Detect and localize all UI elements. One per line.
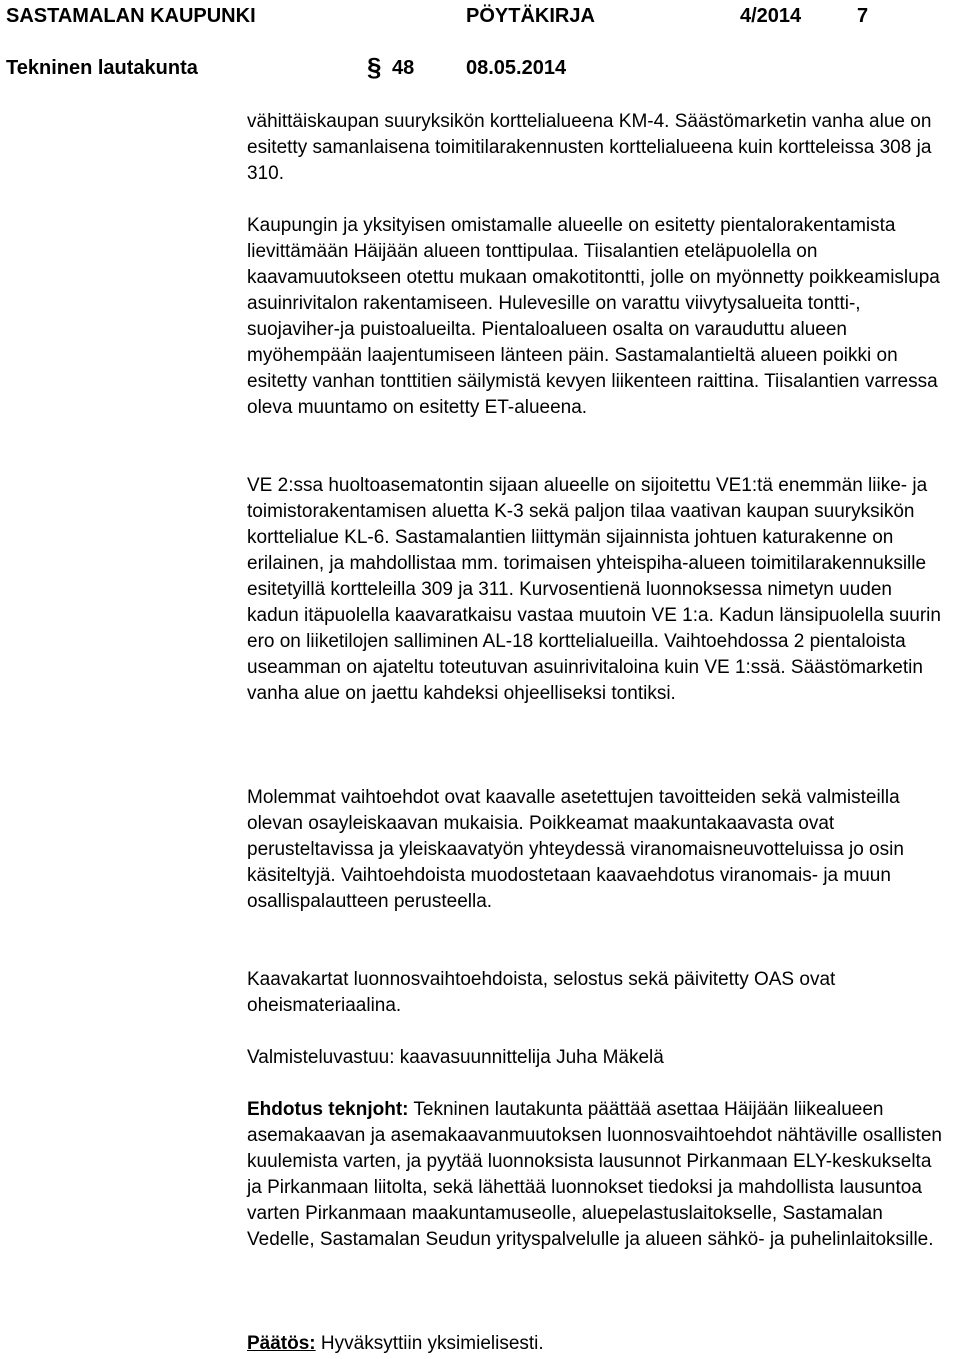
decision-label: Päätös: — [247, 1333, 316, 1354]
section-symbol: § — [367, 52, 382, 82]
meeting-date: 08.05.2014 — [466, 57, 567, 79]
paragraph-2: Kaupungin ja yksityisen omistamalle alueelle on esitetty pientalorakentamista lievittämään Häijään alueen tonttipulaa. Tiisalantien eteläpuolella on kaavamuutokseen otettu mukaan omakotitontti, jolle on myönnetty poikkeamislupa asuinrivitalon rakentamiseen. Hulevesille on varattu viivytysalueita tontti-, suojaviher-ja puistoalueilta. Pientaloalueen osalta on varauduttu alueen myöhempään laajentumiseen länteen päin. Sastamalantieltä alueen poikki on esitetty vanhan tonttitien säilymistä kevyen liikenteen raittina. Tiisalantien varressa oleva muuntamo on esitetty ET-alueena. — [247, 215, 940, 418]
decision-text: Hyväksyttiin yksimielisesti. — [315, 1333, 544, 1354]
section-number: 48 — [392, 57, 415, 79]
board-name: Tekninen lautakunta — [6, 57, 198, 79]
paragraph-4: Molemmat vaihtoehdot ovat kaavalle asetettujen tavoitteiden sekä valmisteilla olevan osayleiskaavan mukaisia. Poikkeamat maakuntakaavasta ovat perusteltavissa ja yleiskaavatyön yhteydessä viranomaisneuvotteluissa jo osin käsiteltyjä. Vaihtoehdoista muodostetaan kaavaehdotus viranomais- ja muun osallispalautteen perusteella. — [247, 787, 904, 912]
organization-name: SASTAMALAN KAUPUNKI — [6, 5, 256, 27]
paragraph-5: Kaavakartat luonnosvaihtoehdoista, selostus sekä päivitetty OAS ovat oheismateriaalina. — [247, 969, 836, 1016]
paragraph-3: VE 2:ssa huoltoasematontin sijaan alueelle on sijoitettu VE1:tä enemmän liike- ja toimistorakentamisen aluetta K-3 sekä paljon tilaa vaativan kaupan suuryksikön korttelialue KL-6. Sastamalantien liittymän sijainnista johtuen katurakenne on erilainen, ja mahdollistaa mm. torimaisen yhteispiha-alueen toimitilarakennuksille esitetyillä kortteleilla 309 ja 311. Kurvosentienä luonnoksessa nimetyn uuden kadun itäpuolella kaavaratkaisu vastaa muutoin VE 1:a. Kadun länsipuolella suurin ero on liiketilojen salliminen AL-18 korttelialueilla. Vaihtoehdossa 2 pientaloista useamman on ajateltu toteutuvan asuinrivitaloina kuin VE 1:ssä. Säästömarketin vanha alue on jaettu kahdeksi ohjeelliseksi tontiksi. — [247, 475, 941, 704]
decision-paragraph — [247, 1331, 947, 1357]
paragraph-1: vähittäiskaupan suuryksikön korttelialueena KM-4. Säästömarketin vanha alue on esitetty samanlaisena toimitilarakennusten korttelialueena kuin kortteleissa 308 ja 310. — [247, 111, 932, 184]
proposal-text: Tekninen lautakunta päättää asettaa Häijään liikealueen asemakaavan ja asemakaavanmuutoksen luonnosvaihtoehdot nähtäville osallisten kuulemista varten, ja pyytää luonnoksista lausunnot Pirkanmaan ELY-keskukselta ja Pirkanmaan liitolta, sekä lähettää luonnokset tiedoksi ja mahdollista lausuntoa varten Pirkanmaan maakuntamuseolle, aluepelastuslaitokselle, Sastamalan Vedelle, Sastamalan Seudun yrityspalvelulle ja alueen sähkö- ja puhelinlaitoksille. — [247, 1099, 943, 1250]
proposal-label: Ehdotus teknjoht: — [247, 1099, 409, 1120]
document-number: 4/2014 — [740, 5, 802, 27]
proposal-paragraph — [247, 1097, 947, 1253]
paragraph-6: Valmisteluvastuu: kaavasuunnittelija Juha Mäkelä — [247, 1047, 664, 1068]
page-number: 7 — [857, 5, 869, 27]
document-type: PÖYTÄKIRJA — [466, 5, 595, 27]
